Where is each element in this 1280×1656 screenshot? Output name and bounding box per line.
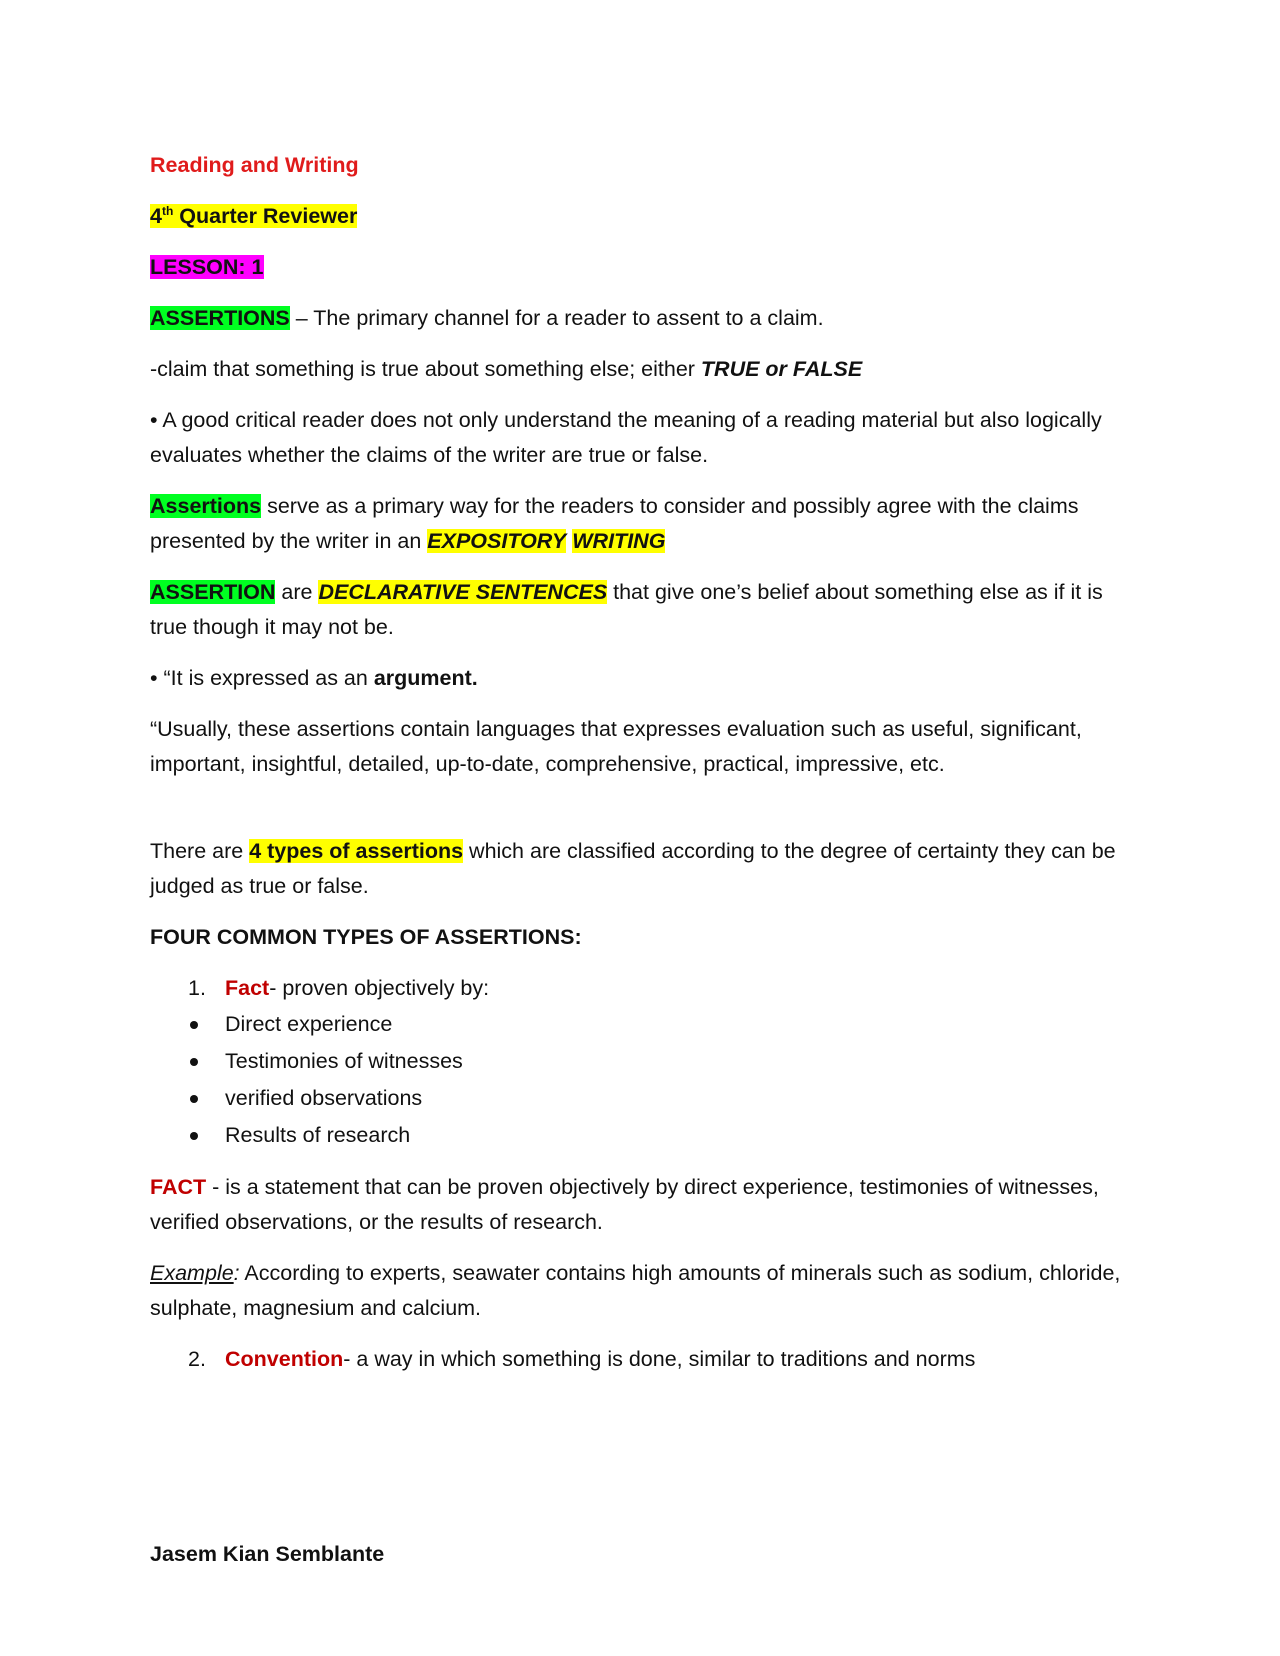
claim-line: -claim that something is true about something else; either TRUE or FALSE bbox=[150, 357, 863, 381]
bullet-icon bbox=[190, 1021, 198, 1029]
list-item: Direct experience bbox=[150, 1006, 1130, 1043]
types-heading: FOUR COMMON TYPES OF ASSERTIONS: bbox=[150, 925, 582, 949]
list-item: verified observations bbox=[150, 1080, 1130, 1117]
bullet-icon bbox=[190, 1058, 198, 1066]
document-body bbox=[150, 148, 1130, 1393]
list-item-convention: 2. Convention- a way in which something is done, similar to traditions and norms bbox=[188, 1347, 976, 1371]
assertions-serve-paragraph: Assertions serve as a primary way for the readers to consider and possibly agree with the claims presented by the writer in an EXPOSITORY WRITING bbox=[150, 494, 1079, 553]
fact-definition: FACT - is a statement that can be proven objectively by direct experience, testimonies of witnesses, verified observations, or the results of research. bbox=[150, 1175, 1099, 1234]
types-list-continued bbox=[150, 1342, 1130, 1377]
doc-title: Reading and Writing bbox=[150, 153, 359, 177]
usually-paragraph: “Usually, these assertions contain languages that expresses evaluation such as useful, significant, important, insightful, detailed, up-to-date, comprehensive, practical, impressive, etc. bbox=[150, 717, 1082, 776]
types-list bbox=[150, 971, 1130, 1006]
lesson-heading: LESSON: 1 bbox=[150, 255, 264, 279]
fact-bullets bbox=[150, 1006, 1130, 1154]
list-item-fact: 1. Fact- proven objectively by: bbox=[188, 976, 490, 1000]
bullet-icon bbox=[190, 1095, 198, 1103]
argument-line: • “It is expressed as an argument. bbox=[150, 666, 478, 690]
quarter-label: 4th Quarter Reviewer bbox=[150, 204, 358, 228]
list-item: Results of research bbox=[150, 1117, 1130, 1154]
bullet-icon bbox=[190, 1132, 198, 1140]
footer-author: Jasem Kian Semblante bbox=[150, 1542, 385, 1566]
list-item: Testimonies of witnesses bbox=[150, 1043, 1130, 1080]
assertions-term: ASSERTIONS bbox=[150, 306, 290, 330]
critical-reader-paragraph: • A good critical reader does not only understand the meaning of a reading material but also logically evaluates whether the claims of the writer are true or false. bbox=[150, 408, 1102, 467]
true-or-false: TRUE or FALSE bbox=[700, 357, 863, 381]
types-intro-paragraph: There are 4 types of assertions which are classified according to the degree of certainty they can be judged as true or false. bbox=[150, 839, 1116, 898]
assertions-definition: ASSERTIONS – The primary channel for a reader to assent to a claim. bbox=[150, 306, 824, 330]
quarter-heading bbox=[150, 199, 1130, 234]
example-paragraph: Example: According to experts, seawater contains high amounts of minerals such as sodium, chloride, sulphate, magnesium and calcium. bbox=[150, 1261, 1121, 1320]
blank-line bbox=[150, 798, 1130, 834]
assertion-declarative-paragraph: ASSERTION are DECLARATIVE SENTENCES that give one’s belief about something else as if it is true though it may not be. bbox=[150, 580, 1103, 639]
